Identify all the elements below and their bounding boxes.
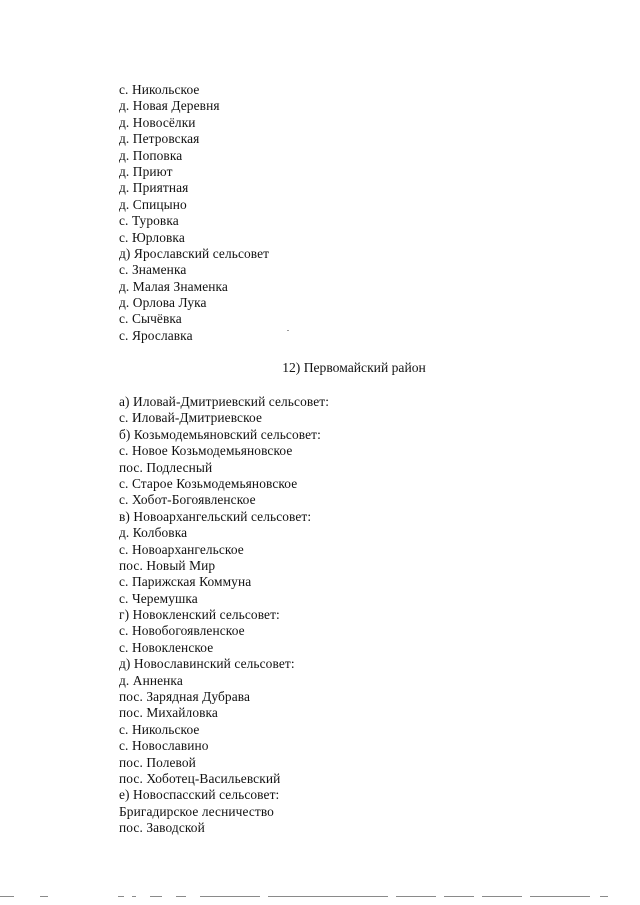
list-item: д. Анненка (119, 672, 183, 688)
scan-speck (287, 330, 289, 331)
district-settlement-list (119, 394, 329, 837)
list-item: д. Поповка (119, 147, 183, 163)
list-item: пос. Подлесный (119, 459, 213, 475)
list-item: с. Старое Козьмодемьяновское (119, 475, 298, 491)
list-item: с. Никольское (119, 82, 200, 97)
subsection-heading: е) Новоспасский сельсовет: (119, 787, 280, 803)
list-item: с. Никольское (119, 721, 200, 737)
list-item: д. Колбовка (119, 525, 188, 541)
scan-bottom-edge (0, 893, 640, 901)
list-item: с. Знаменка (119, 262, 187, 278)
list-item: д. Новосёлки (119, 114, 196, 130)
list-item: д. Орлова Лука (119, 295, 207, 311)
list-item: с. Туровка (119, 213, 179, 229)
list-item: Бригадирское лесничество (119, 803, 274, 819)
list-item: пос. Новый Мир (119, 557, 216, 573)
list-item: с. Сычёвка (119, 311, 182, 327)
subsection-heading: а) Иловай-Дмитриевский сельсовет: (119, 394, 330, 409)
list-item: пос. Михайловка (119, 705, 218, 721)
list-item: пос. Зарядная Дубрава (119, 689, 251, 705)
settlement-list-continued (119, 82, 269, 344)
list-item: д. Приятная (119, 180, 189, 196)
list-item: с. Новобогоявленское (119, 623, 245, 639)
list-item: с. Новокленское (119, 639, 214, 655)
subsection-heading: д) Ярославский сельсовет (119, 245, 270, 261)
list-item: с. Новославино (119, 738, 209, 754)
list-item: с. Иловай-Дмитриевское (119, 410, 263, 426)
list-item: д. Новая Деревня (119, 98, 220, 114)
list-item: с. Юрловка (119, 229, 185, 245)
list-item: д. Петровская (119, 131, 200, 147)
district-heading: 12) Первомайский район (282, 360, 426, 375)
list-item: пос. Заводской (119, 820, 205, 836)
list-item: д. Приют (119, 163, 173, 179)
subsection-heading: б) Козьмодемьяновский сельсовет: (119, 426, 321, 442)
subsection-heading: г) Новокленский сельсовет: (119, 607, 280, 623)
list-item: пос. Полевой (119, 754, 196, 770)
subsection-heading: в) Новоархангельский сельсовет: (119, 508, 312, 524)
list-item: с. Новое Козьмодемьяновское (119, 443, 293, 459)
list-item: с. Черемушка (119, 590, 198, 606)
list-item: д. Малая Знаменка (119, 278, 228, 294)
list-item: с. Хобот-Богоявленское (119, 492, 256, 508)
list-item: с. Парижская Коммуна (119, 574, 252, 590)
subsection-heading: д) Новославинский сельсовет: (119, 656, 295, 672)
list-item: д. Спицыно (119, 196, 187, 212)
list-item: пос. Хоботец-Васильевский (119, 770, 281, 786)
list-item: с. Ярославка (119, 327, 193, 343)
list-item: с. Новоархангельское (119, 541, 244, 557)
